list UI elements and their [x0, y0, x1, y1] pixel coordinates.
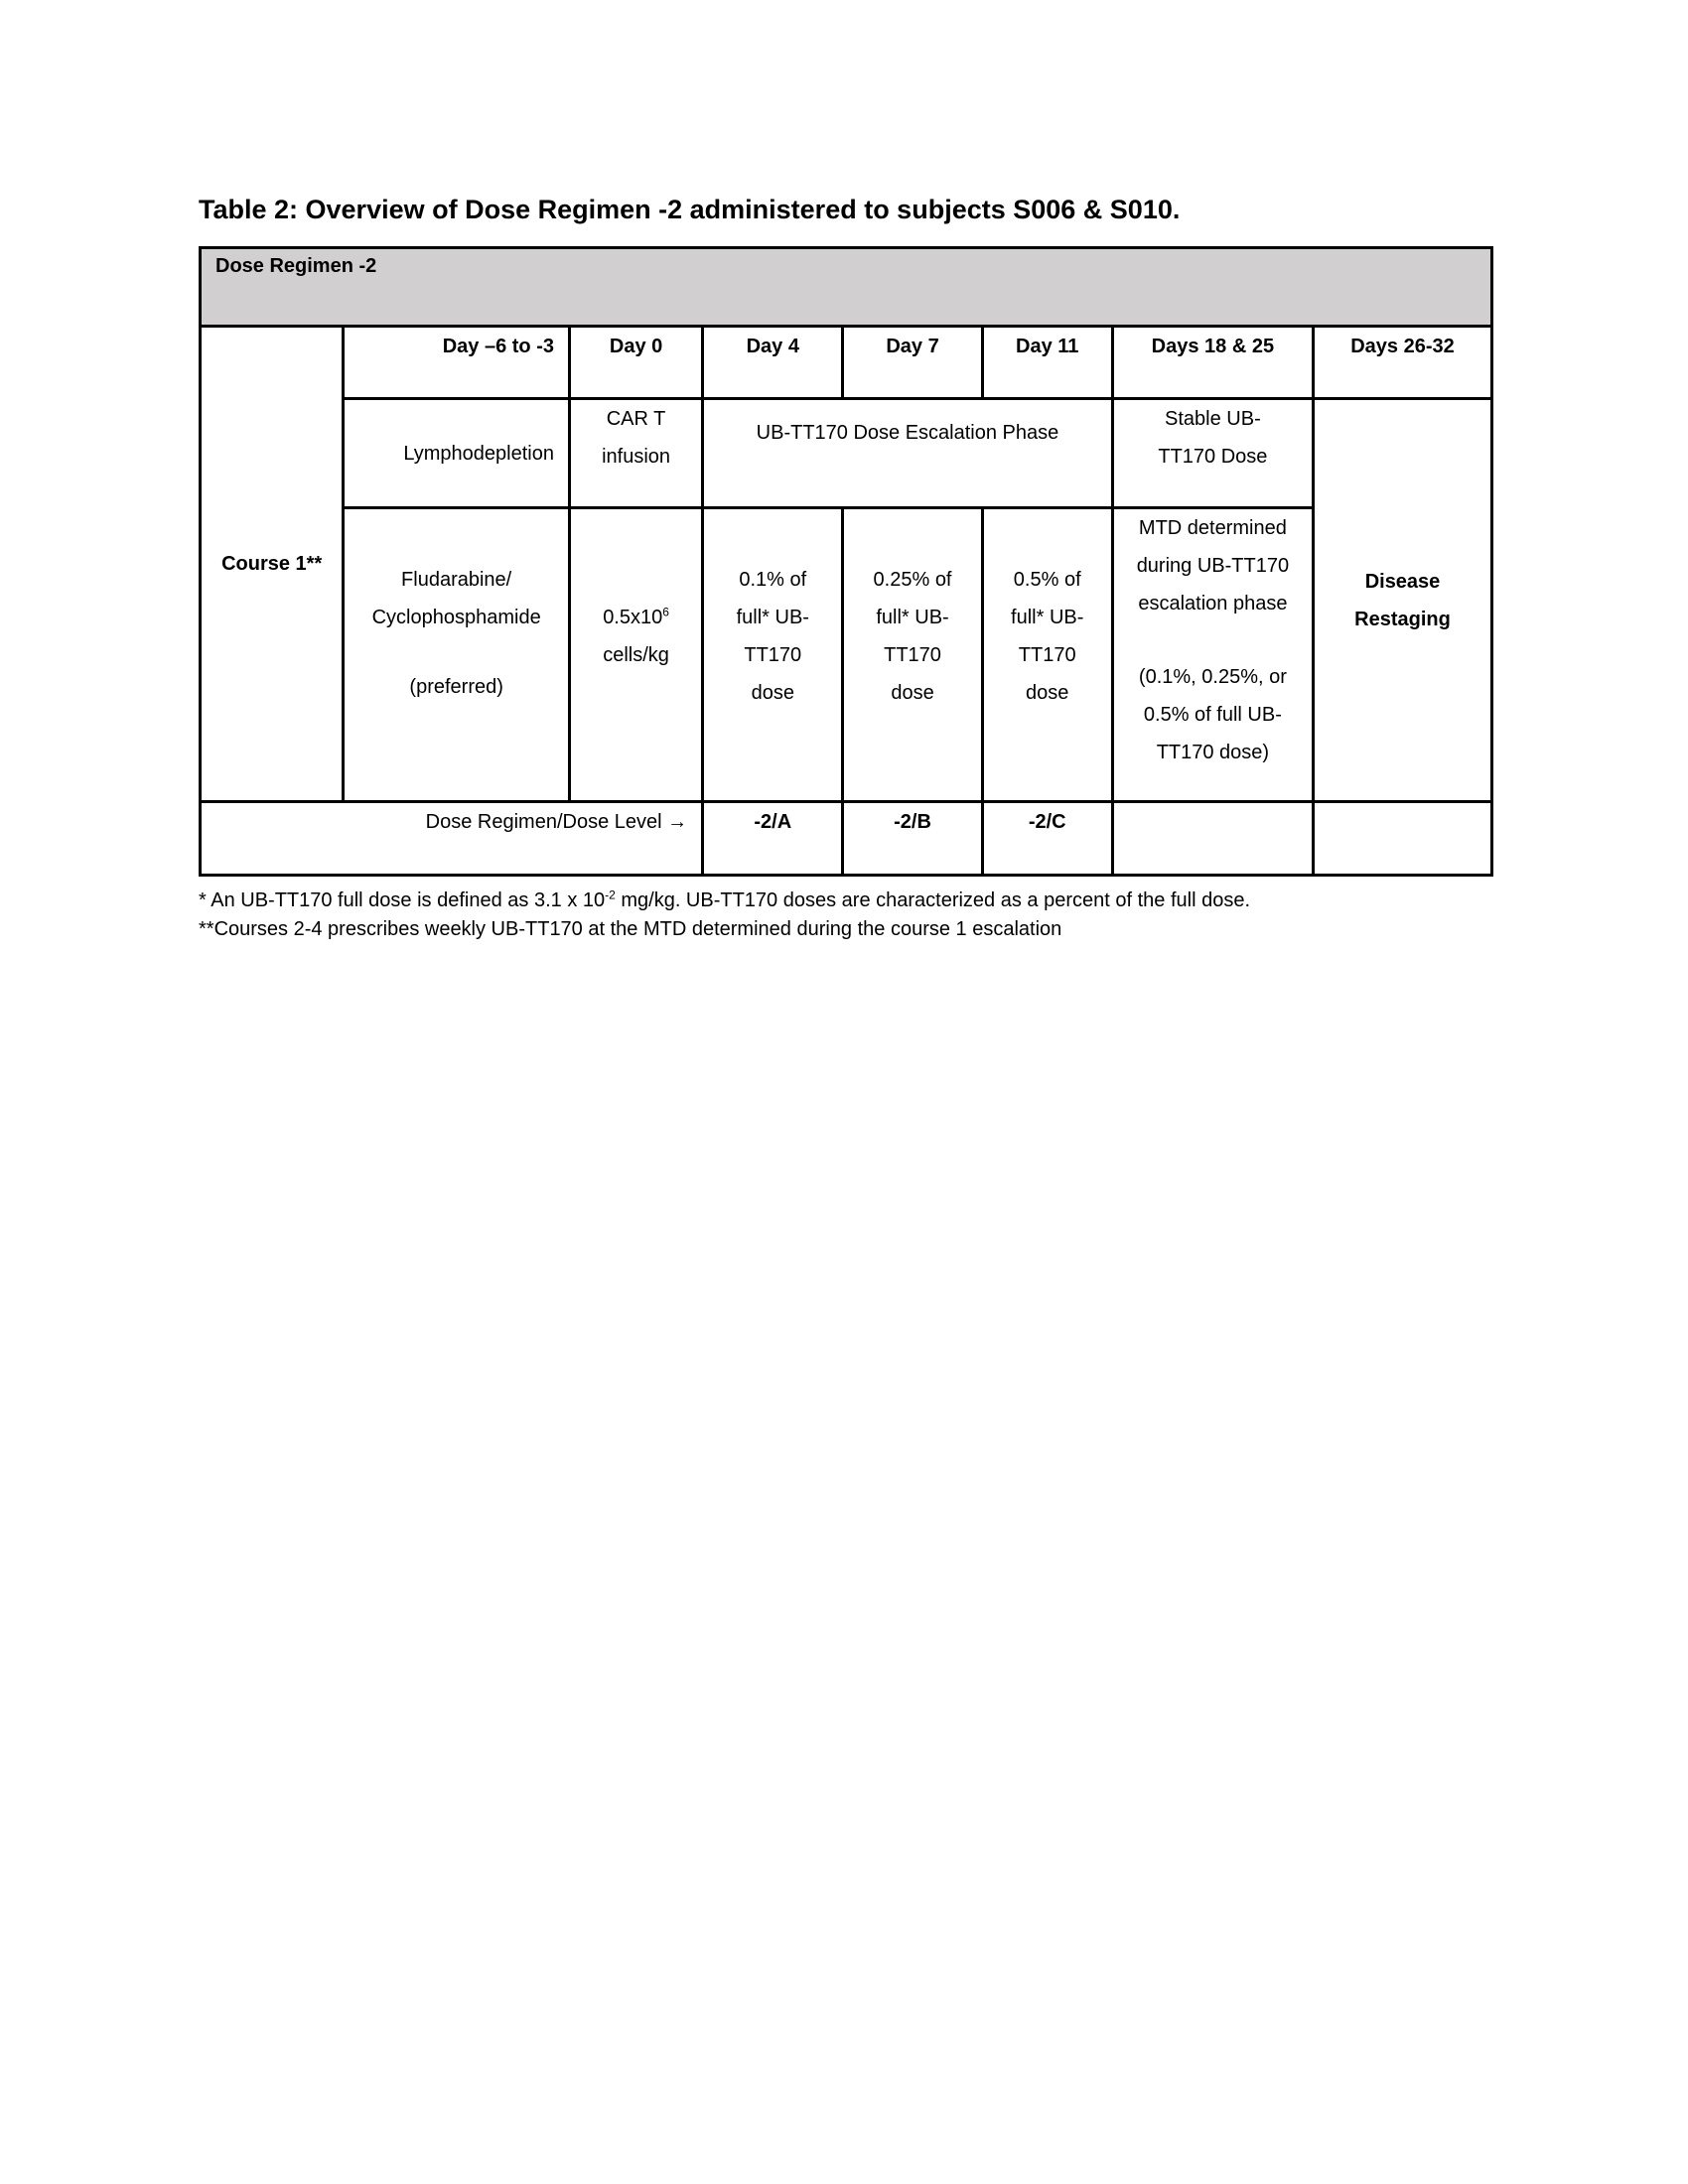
day4-line-3: TT170 — [744, 644, 802, 666]
flu-line-1: Fludarabine/ — [401, 569, 512, 591]
mtd-line-2: during UB-TT170 — [1136, 555, 1290, 577]
cells-unit: cells/kg — [603, 644, 669, 666]
phase-lymphodepletion: Lymphodepletion — [344, 399, 570, 508]
stable-line-1: Stable UB- — [1165, 408, 1261, 430]
header-day-7: Day 7 — [843, 327, 982, 399]
dose-level-day-4: -2/A — [703, 802, 843, 876]
day4-line-4: dose — [751, 682, 794, 704]
dose-level-row — [201, 802, 1492, 876]
header-days-26-32: Days 26-32 — [1314, 327, 1492, 399]
dose-day-7 — [843, 508, 982, 802]
mtd-line-1: MTD determined — [1138, 517, 1287, 539]
cells-exponent: 6 — [662, 605, 669, 619]
escalation-label: UB-TT170 Dose Escalation Phase — [756, 422, 1059, 444]
footnote-1-exponent: -2 — [605, 887, 616, 902]
disease-restaging-cell — [1314, 399, 1492, 802]
table-title: Table 2: Overview of Dose Regimen -2 administered to subjects S006 & S010. — [199, 195, 1181, 224]
phase-row — [201, 399, 1492, 508]
restaging-line-1: Disease — [1364, 570, 1441, 593]
car-t-line-1: CAR T — [606, 408, 666, 430]
footnote-1-part-b: mg/kg. UB-TT170 doses are characterized as a percent of the full dose. — [615, 889, 1251, 911]
header-days-18-25: Days 18 & 25 — [1112, 327, 1313, 399]
dose-car-t-cells — [569, 508, 702, 802]
day11-line-4: dose — [1026, 682, 1069, 704]
course-label-text: Course 1** — [221, 553, 323, 575]
phase-escalation — [703, 399, 1113, 508]
mtd-line-3: escalation phase — [1138, 593, 1288, 614]
cells-base: 0.5x10 — [603, 607, 663, 628]
car-t-line-2: infusion — [602, 446, 671, 468]
header-day-4: Day 4 — [703, 327, 843, 399]
phase-car-t-infusion — [569, 399, 702, 508]
dose-level-day-11: -2/C — [982, 802, 1112, 876]
dose-mtd — [1112, 508, 1313, 802]
day7-line-1: 0.25% of — [873, 569, 952, 591]
banner-row — [201, 248, 1492, 327]
dose-level-day-7: -2/B — [843, 802, 982, 876]
day7-line-2: full* UB- — [876, 607, 949, 628]
dose-regimen-table — [199, 246, 1493, 877]
flu-line-2: Cyclophosphamide — [371, 607, 541, 628]
mtd-line-4: (0.1%, 0.25%, or — [1138, 666, 1287, 688]
footnote-full-dose — [199, 889, 1250, 912]
flu-line-3: (preferred) — [409, 676, 503, 698]
footnote-1-part-a: * An UB-TT170 full dose is defined as 3.1 x 10 — [199, 889, 606, 911]
day4-line-1: 0.1% of — [739, 569, 807, 591]
dose-fludarabine — [344, 508, 570, 802]
dose-day-4 — [703, 508, 843, 802]
header-day-minus6-to-minus3: Day –6 to -3 — [344, 327, 570, 399]
mtd-line-6: TT170 dose) — [1156, 742, 1270, 763]
stable-line-2: TT170 Dose — [1158, 446, 1268, 468]
header-row — [201, 327, 1492, 399]
day7-line-3: TT170 — [884, 644, 941, 666]
header-day-11: Day 11 — [982, 327, 1112, 399]
day11-line-1: 0.5% of — [1013, 569, 1081, 591]
course-label — [201, 327, 344, 802]
dose-day-11 — [982, 508, 1112, 802]
dose-regimen-banner: Dose Regimen -2 — [201, 248, 1492, 327]
day7-line-4: dose — [891, 682, 934, 704]
day11-line-3: TT170 — [1018, 644, 1076, 666]
dose-level-days-26-32 — [1314, 802, 1492, 876]
dose-level-days-18-25 — [1112, 802, 1313, 876]
cells-value — [577, 599, 695, 636]
day11-line-2: full* UB- — [1011, 607, 1084, 628]
phase-stable-dose — [1112, 399, 1313, 508]
footnote-courses: **Courses 2-4 prescribes weekly UB-TT170 at the MTD determined during the course 1 escalation — [199, 918, 1062, 940]
dose-row — [201, 508, 1492, 802]
header-day-0: Day 0 — [569, 327, 702, 399]
restaging-line-2: Restaging — [1354, 608, 1451, 630]
day4-line-2: full* UB- — [736, 607, 809, 628]
dose-level-label: Dose Regimen/Dose Level → — [201, 802, 703, 876]
mtd-line-5: 0.5% of full UB- — [1143, 704, 1282, 726]
